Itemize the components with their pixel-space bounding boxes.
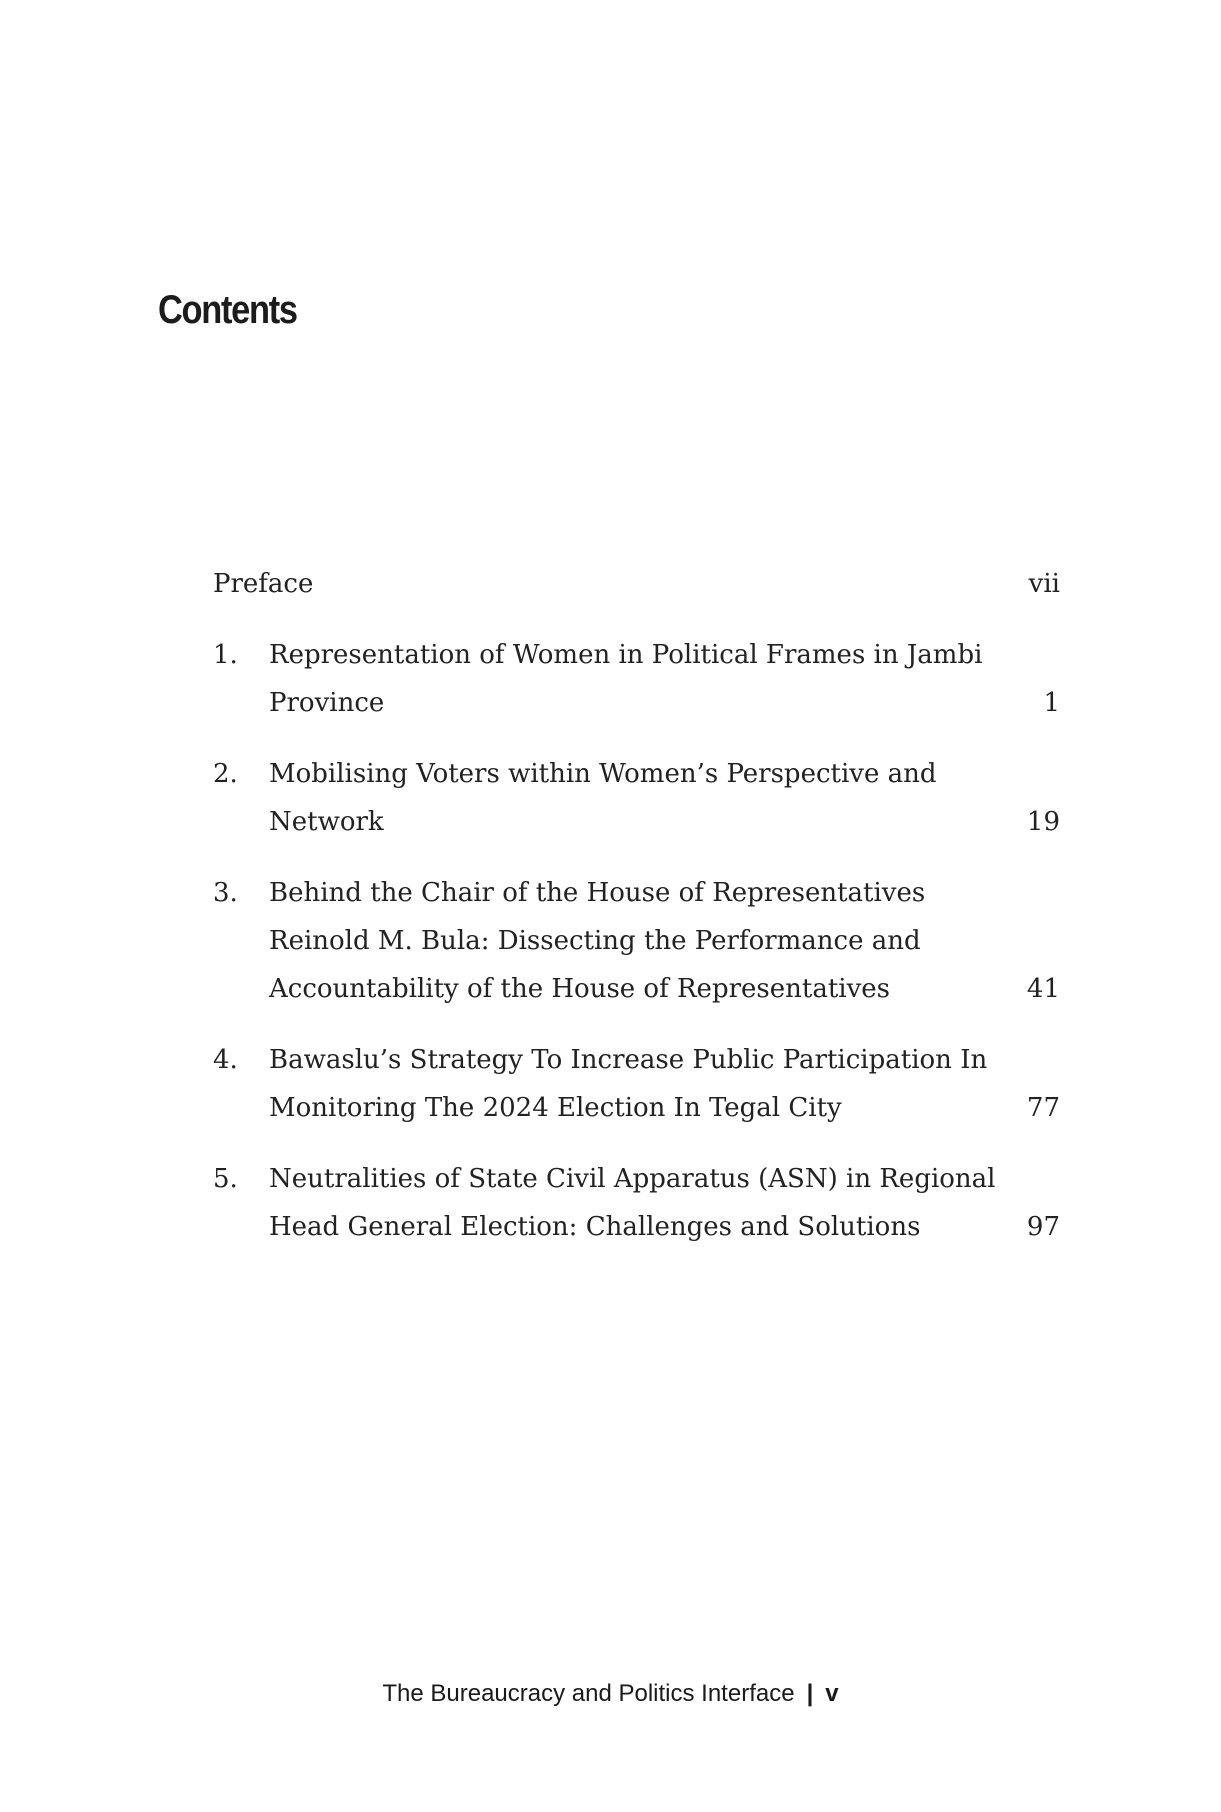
toc-entry-chapter-4[interactable] bbox=[213, 1036, 1060, 1132]
toc-entry-chapter-5[interactable] bbox=[213, 1155, 1060, 1251]
toc-title-line: Mobilising Voters within Women’s Perspective and bbox=[269, 759, 937, 789]
toc-entry-title bbox=[269, 1155, 1000, 1251]
toc-title-line: Province bbox=[269, 688, 385, 718]
toc-chapter-number: 1. bbox=[213, 640, 238, 670]
toc-entry-title: Preface bbox=[213, 569, 314, 599]
toc-chapter-number: 2. bbox=[213, 759, 238, 789]
toc-page-number: 19 bbox=[1026, 807, 1060, 837]
toc-chapter-number: 3. bbox=[213, 878, 238, 908]
table-of-contents bbox=[213, 560, 1060, 1274]
toc-title-line: Bawaslu’s Strategy To Increase Public Participation In bbox=[269, 1045, 988, 1075]
toc-page-number: 77 bbox=[1026, 1093, 1060, 1123]
toc-chapter-number: 4. bbox=[213, 1045, 238, 1075]
footer-separator: | bbox=[806, 1680, 814, 1707]
toc-entry-title bbox=[269, 631, 1000, 727]
toc-title-line: Representation of Women in Political Frames in Jambi bbox=[269, 640, 983, 670]
toc-title-line: Accountability of the House of Representatives bbox=[269, 974, 891, 1004]
toc-page-number: 41 bbox=[1026, 974, 1060, 1004]
toc-title-line: Monitoring The 2024 Election In Tegal City bbox=[269, 1093, 842, 1123]
toc-entry-chapter-3[interactable] bbox=[213, 869, 1060, 1013]
toc-page-number: 97 bbox=[1026, 1212, 1060, 1242]
page-title: Contents bbox=[158, 288, 297, 332]
toc-entry-title bbox=[269, 750, 1000, 846]
toc-page-number: 1 bbox=[1043, 688, 1060, 718]
toc-entry-chapter-1[interactable] bbox=[213, 631, 1060, 727]
toc-title-line: Neutralities of State Civil Apparatus (ASN) in Regional bbox=[269, 1164, 996, 1194]
toc-chapter-number: 5. bbox=[213, 1164, 238, 1194]
toc-title-line: Behind the Chair of the House of Representatives bbox=[269, 878, 926, 908]
page-number: v bbox=[825, 1680, 839, 1707]
toc-entry-title bbox=[269, 1036, 1000, 1132]
toc-entry-preface[interactable] bbox=[213, 560, 1060, 608]
toc-title-line: Head General Election: Challenges and Solutions bbox=[269, 1212, 921, 1242]
toc-page-number: vii bbox=[1028, 569, 1060, 599]
toc-entry-chapter-2[interactable] bbox=[213, 750, 1060, 846]
page-footer bbox=[0, 1680, 1221, 1708]
toc-title-line: Reinold M. Bula: Dissecting the Performance and bbox=[269, 926, 921, 956]
toc-title-line: Network bbox=[269, 807, 384, 837]
toc-entry-title bbox=[269, 869, 1000, 1013]
running-title: The Bureaucracy and Politics Interface bbox=[382, 1680, 795, 1707]
